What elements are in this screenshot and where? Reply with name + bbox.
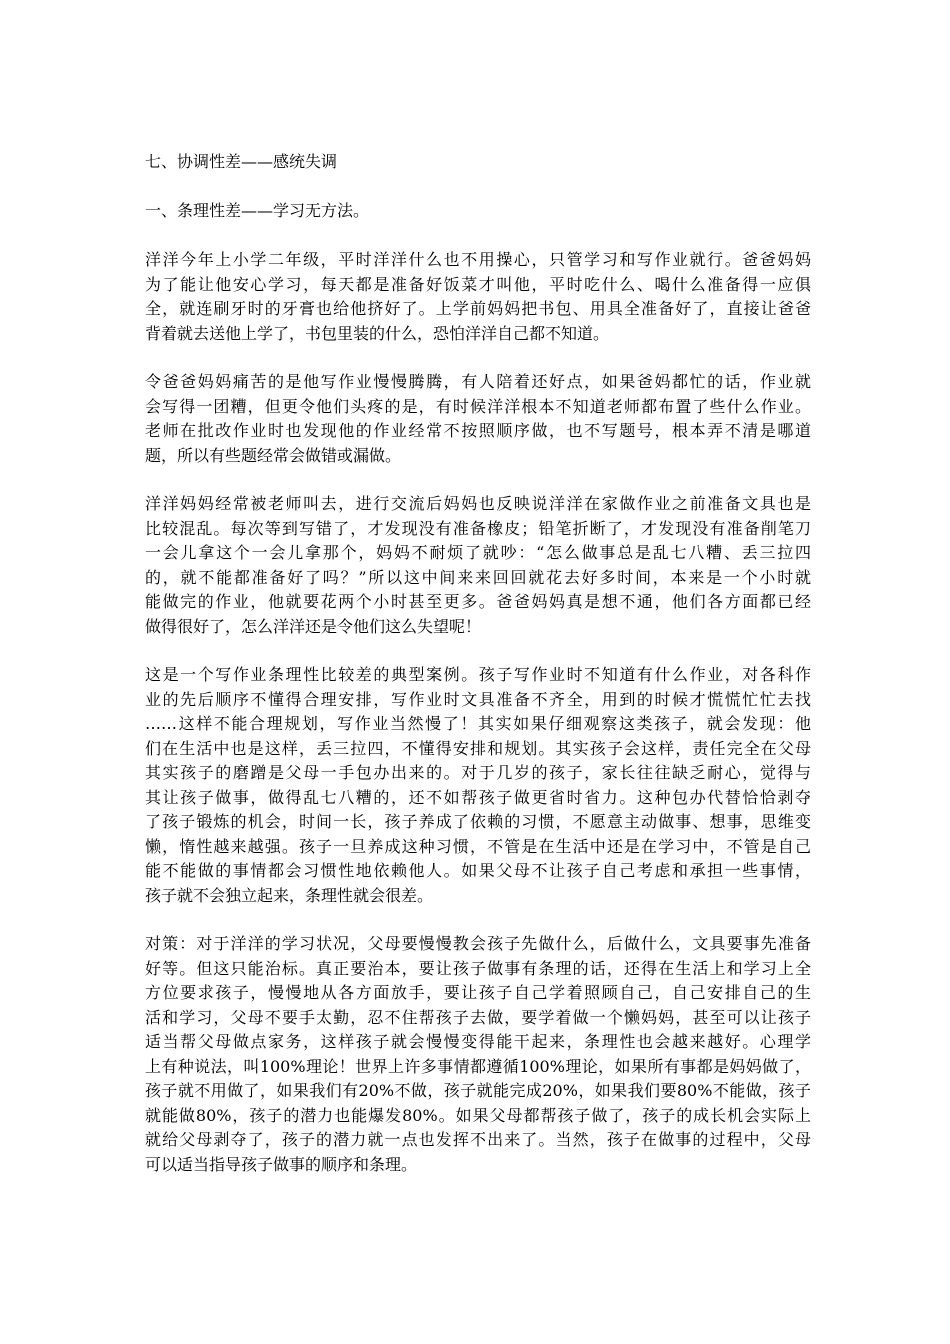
paragraph-homework-problem	[145, 370, 811, 468]
text-line: 了孩子锻炼的机会，时间一长，孩子养成了依赖的习惯，不愿意主动做事、想事，思维变	[145, 812, 811, 831]
text-line: 为了能让他安心学习，每天都是准备好饭菜才叫他，平时吃什么、喝什么准备得一应俱	[145, 274, 811, 294]
text-line: 懒，惰性越来越强。孩子一旦养成这种习惯，不管是在生活中还是在学习中，不管是自己	[145, 836, 811, 856]
text-line: 其让孩子做事，做得乱七八糟的，还不如帮孩子做更省时省力。这种包办代替恰恰剥夺	[145, 787, 811, 807]
text-line: 可以适当指导孩子做事的顺序和条理。	[145, 1154, 418, 1174]
text-line: 全，就连刷牙时的牙膏也给他挤好了。上学前妈妈把书包、用具全准备好了，直接让爸爸	[145, 299, 811, 318]
text-line: 会写得一团糟，但更令他们头疼的是，有时候洋洋根本不知道老师都布置了些什么作业。	[145, 396, 811, 416]
text-line: 就给父母剥夺了，孩子的潜力就一点也发挥不出来了。当然，孩子在做事的过程中，父母	[145, 1130, 811, 1149]
text-line: 们在生活中也是这样，丢三拉四，不懂得安排和规划。其实孩子会这样，责任完全在父母	[145, 738, 811, 758]
text-line: 比较混乱。每次等到写错了，才发现没有准备橡皮；铅笔折断了，才发现没有准备削笔刀	[145, 518, 811, 538]
text-line: ……这样不能合理规划，写作业当然慢了！其实如果仔细观察这类孩子，就会发现：他	[145, 714, 811, 733]
text-line: 题，所以有些题经常会做错或漏做。	[145, 445, 402, 465]
text-line: 这是一个写作业条理性比较差的典型案例。孩子写作业时不知道有什么作业，对各科作	[145, 665, 811, 684]
text-line: 孩子就不用做了，如果我们有20%不做，孩子就能完成20%，如果我们要80%不能做，孩子	[145, 1081, 811, 1100]
text-line: 上有种说法，叫100%理论！世界上许多事情都遵循100%理论，如果所有事都是妈妈做了，	[145, 1056, 811, 1076]
text-line: 孩子就不会独立起来，条理性就会很差。	[145, 885, 434, 905]
text-line: 方位要求孩子，慢慢地从各方面放手，要让孩子自己学着照顾自己，自己安排自己的生	[145, 983, 811, 1002]
section-heading-1: 一、条理性差——学习无方法。	[145, 201, 370, 220]
text-line: 老师在批改作业时也发现他的作业经常不按照顺序做，也不写题号，根本弄不清是哪道	[145, 421, 811, 440]
text-line: 业的先后顺序不懂得合理安排，写作业时文具准备不齐全，用到的时候才慌慌忙忙去找	[145, 689, 811, 709]
document-page	[145, 150, 811, 1201]
text-line: 好等。但这只能治标。真正要治本，要让孩子做事有条理的话，还得在生活上和学习上全	[145, 958, 811, 978]
paragraph-strategy	[145, 932, 811, 1177]
text-line: 能做完的作业，他就要花两个小时甚至更多。爸爸妈妈真是想不通，他们各方面都已经	[145, 592, 811, 611]
text-line: 一会儿拿这个一会儿拿那个，妈妈不耐烦了就吵：“怎么做事总是乱七八糟、丢三拉四	[145, 543, 811, 562]
text-line: 活和学习，父母不要手太勤，忍不住帮孩子去做，要学着做一个懒妈妈，甚至可以让孩子	[145, 1007, 811, 1027]
text-line: 能不能做的事情都会习惯性地依赖他人。如果父母不让孩子自己考虑和承担一些事情，	[145, 861, 811, 880]
text-line: 就能做80%，孩子的潜力也能爆发80%。如果父母都帮孩子做了，孩子的成长机会实际上	[145, 1105, 811, 1125]
paragraph-mother-feedback	[145, 492, 811, 639]
text-line: 其实孩子的磨蹭是父母一手包办出来的。对于几岁的孩子，家长往往缺乏耐心，觉得与	[145, 763, 811, 782]
text-line: 洋洋今年上小学二年级，平时洋洋什么也不用操心，只管学习和写作业就行。爸爸妈妈	[145, 250, 811, 269]
text-line: 对策：对于洋洋的学习状况，父母要慢慢教会孩子先做什么，后做什么，文具要事先准备	[145, 934, 811, 953]
text-line: 的，就不能都准备好了吗？”所以这中间来来回回就花去好多时间，本来是一个小时就	[145, 567, 811, 587]
text-line: 令爸爸妈妈痛苦的是他写作业慢慢腾腾，有人陪着还好点，如果爸妈都忙的话，作业就	[145, 372, 811, 391]
text-line: 适当帮父母做点家务，这样孩子就会慢慢变得能干起来，条理性也会越来越好。心理学	[145, 1032, 811, 1051]
paragraph-case-analysis	[145, 663, 811, 908]
section-heading-7: 七、协调性差——感统失调	[145, 152, 338, 171]
text-line: 做得很好了，怎么洋洋还是令他们这么失望呢！	[145, 616, 482, 636]
text-line: 背着就去送他上学了，书包里装的什么，恐怕洋洋自己都不知道。	[145, 323, 610, 343]
paragraph-story-intro	[145, 248, 811, 346]
text-line: 洋洋妈妈经常被老师叫去，进行交流后妈妈也反映说洋洋在家做作业之前准备文具也是	[145, 494, 811, 513]
